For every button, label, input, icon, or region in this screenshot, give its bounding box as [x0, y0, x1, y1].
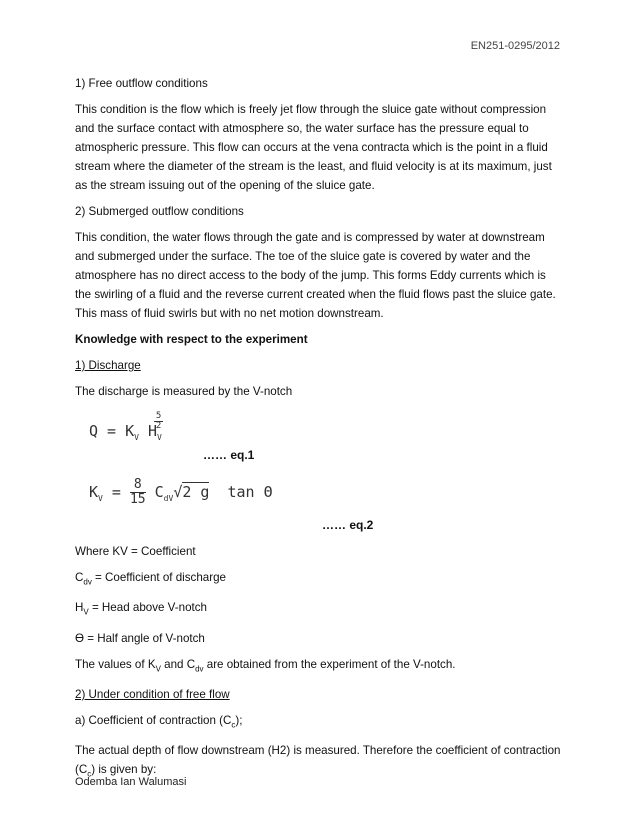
hv-definition: $H_V$ = Head above V-notch [75, 601, 207, 617]
theta-definition: Ө = Half angle of V-notch [75, 631, 205, 645]
equation-2: $K_V$ = $\frac{8}{15}$ $C_{dV}√2$ g tan Θ [89, 477, 273, 507]
values-paragraph: The values of $K_V$ and $C_{dv}$ are obtained from the experiment of the V-notch. [75, 657, 456, 673]
document-id: EN251-0295/2012 [470, 40, 560, 52]
free-flow-heading: 2) Under condition of free flow [75, 687, 230, 701]
cdv-definition: $C_{dv}$ = Coefficient of discharge [75, 571, 226, 587]
equations [75, 408, 565, 536]
actual-depth-paragraph: The actual depth of flow downstream (H2) is measured. Therefore the coefficient of contraction $(C_c)$ is given by: [75, 744, 561, 779]
equation-2-label: …… eq.2 [322, 518, 374, 532]
discharge-heading: 1) Discharge [75, 359, 141, 372]
knowledge-heading: Knowledge with respect to the experiment [75, 333, 308, 346]
discharge-paragraph: The discharge is measured by the V-notch [75, 385, 293, 398]
equation-1: $Q = K_V$ $H_V$ $^{\frac{5}{2}}$ [89, 411, 162, 442]
equation-1-label: …… eq.1 [203, 448, 255, 462]
kv-definition: Where KV = Coefficient [75, 545, 196, 558]
footer-author: Odemba Ian Walumasi [75, 776, 187, 788]
document-body [75, 74, 565, 791]
contraction-heading: a) Coefficient of contraction $(C_c)$; [75, 713, 243, 730]
submerged-outflow-heading: 2) Submerged outflow conditions [75, 205, 244, 218]
submerged-outflow-paragraph: This condition, the water flows through the gate and is compressed by water at downstream and submerged under the surface. The toe of the sluice gate is covered by water and the atmosphere has no direct access to the body of the jump. This forms Eddy currents which is the swirling of a fluid and the reverse current created when the fluid flows past the sluice gate. This mass of fluid swirls but with no net motion downstream. [75, 231, 556, 320]
free-outflow-heading: 1) Free outflow conditions [75, 77, 208, 90]
free-outflow-paragraph: This condition is the flow which is freely jet flow through the sluice gate without compression and the surface contact with atmosphere so, the water surface has the pressure equal to atmospheric pressure. This flow can occurs at the vena contracta which is the point in a fluid stream where the diameter of the stream is the least, and fluid velocity is at its maximum, just as the stream issuing out of the opening of the sluice gate. [75, 103, 552, 192]
